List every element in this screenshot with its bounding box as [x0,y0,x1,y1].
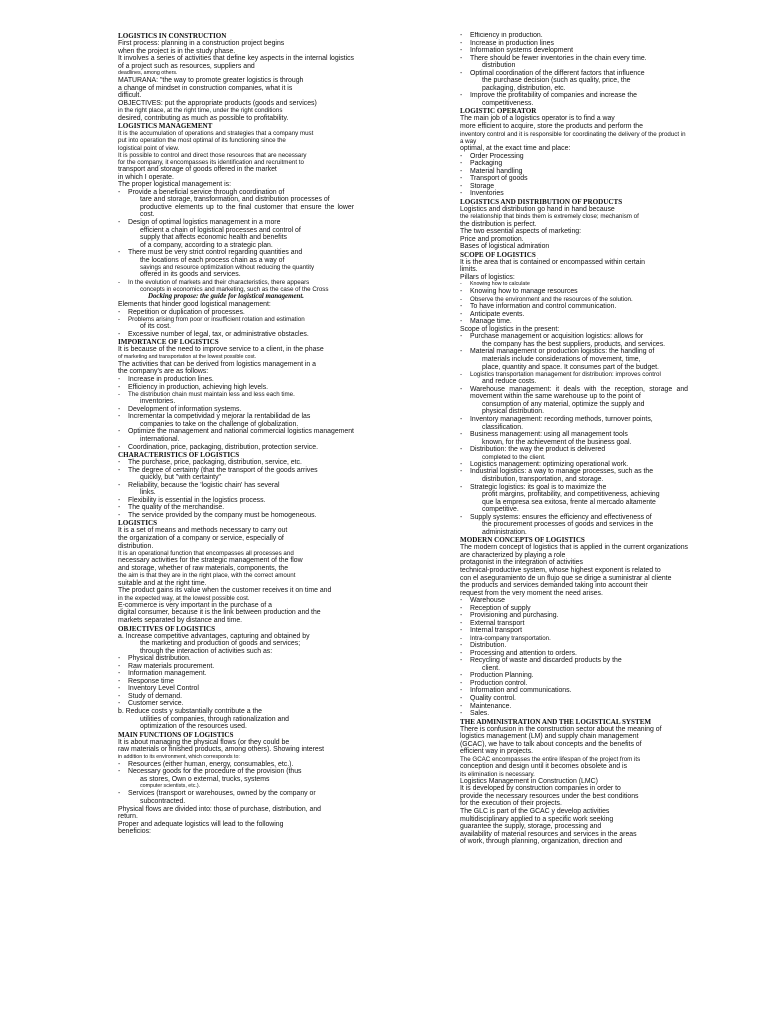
text-line: technical-productive system, whose highest exponent is related to [460,567,661,575]
text-line: Elements that hinder good logistical management: [118,300,271,308]
text-line: known, for the achievement of the business goal. [482,438,632,446]
italic-note: Docking propose: the guide for logistical management. [148,293,304,301]
list-item: - Information systems development [460,47,688,55]
text-line: the relationship that binds them is extremely close; mechanism of [460,213,639,221]
text-line: There is confusion in the construction sector about the meaning of [460,725,662,733]
list-item: - Warehouse [460,597,688,605]
list-item: - Recycling of waste and discarded products by the [460,657,688,665]
section-heading: OBJECTIVES OF LOGISTICS [118,624,216,633]
text-line: First process: planning in a construction project begins [118,40,285,47]
list-item: - Sales. [460,710,688,718]
text-line: as stores, Own o external, trucks, systems [140,775,270,783]
text-line: in which I operate. [118,173,174,181]
text-line: links. [140,489,156,497]
section-heading: MODERN CONCEPTS OF LOGISTICS [460,536,585,545]
text-line: supply that affects economic health and benefits [140,234,287,242]
text-line: the company's are as follows: [118,368,209,376]
text-line: The GCAC encompasses the entire lifespan of the project from its [460,755,641,763]
text-line: when the project is in the study phase. [118,47,236,55]
list-item: - Order Processing [460,153,688,161]
list-item: - Business management: using all management tools [460,431,688,439]
list-item: - Resources (either human, energy, consumables, etc.). [118,761,354,769]
text-line: savings and resource optimization without reducing the quantity [140,264,315,272]
text-line: place, quantity and space. It consumes part of the budget. [482,363,659,371]
list-item: - In the evolution of markets and their characteristics, there appears [118,279,354,286]
text-line: of a company, according to a strategic plan. [140,241,273,249]
list-item: - Coordination, price, packaging, distribution, protection service. [118,444,354,452]
list-item: - Strategic logistics: its goal is to maximize the [460,484,688,492]
list-item: - Anticipate events. [460,311,688,319]
list-item: - Inventories [460,190,688,198]
list-item: - Distribution. [460,642,688,650]
text-line: more efficient to acquire, store the products and perform the [460,123,643,131]
text-line: competitiveness. [482,99,534,107]
text-line: concepts in economics and marketing, such as the case of the Cross [140,286,329,294]
text-line: deadlines, among others. [118,70,178,77]
text-line: Price and promotion. [460,235,524,243]
text-line: Scope of logistics in the present: [460,325,560,333]
section-heading: LOGISTICS AND DISTRIBUTION OF PRODUCTS [460,197,623,206]
text-line: E-commerce is very important in the purchase of a [118,601,272,609]
text-line: of work, through planning, organization, direction and [460,838,623,846]
list-item: - Storage [460,183,688,191]
text-line: materials include considerations of movement, time, [482,355,641,363]
text-line: international. [140,436,180,444]
text-line: in the expected way, at the lowest possible cost. [118,594,250,602]
text-line: through the interaction of activities such as: [140,647,273,655]
text-line: tare and storage, transformation, and distribution processes of [140,196,330,204]
text-line: administration. [482,528,527,536]
list-item: - Transport of goods [460,175,688,183]
text-line: computer scientists, etc.). [140,783,201,790]
section-heading: IMPORTANCE OF LOGISTICS [118,338,219,347]
text-line: (GCAC), we have to talk about concepts and the benefits of [460,740,642,748]
list-item: - Raw materials procurement. [118,663,354,671]
list-item: - Production control. [460,680,688,688]
list-item: - Optimal coordination of the different factors that influence [460,70,688,78]
text-line: in the right place, at the right time, under the right conditions [118,107,283,115]
list-item: - Maintenance. [460,703,688,711]
section-heading: THE ADMINISTRATION AND THE LOGISTICAL SYSTEM [460,717,652,726]
text-line: logistical point of view. [118,144,180,152]
text-line: It is possible to control and direct those resources that are necessary [118,151,307,159]
text-line: The product gains its value when the customer receives it on time and [118,587,332,595]
list-item: - Logistics transportation management for distribution: improves control [460,371,688,378]
list-item: - Logistics management: optimizing operational work. [460,461,688,469]
list-item: - Knowing how to manage resources [460,288,688,296]
section-heading: LOGISTICS MANAGEMENT [118,122,213,131]
text-line: protagonist in the integration of activities [460,559,583,567]
list-item: - Material management or production logistics: the handling of [460,348,688,356]
list-item: - There must be very strict control regarding quantities and [118,249,354,257]
text-line: digital consumer, because it is the link between production and the [118,609,321,617]
list-item: - Necessary goods for the procedure of the provision (thus [118,768,354,776]
text-line: distribution [482,62,516,70]
text-line: optimal, at the exact time and place: [460,144,571,152]
list-item: - Development of information systems. [118,406,354,414]
section-heading: MAIN FUNCTIONS OF LOGISTICS [118,730,234,739]
text-line: competitive. [482,506,519,514]
text-line: the products and services demanded taking into account their [460,582,648,590]
list-item: - Services (transport or warehouses, owned by the company or [118,790,354,798]
left-column [118,32,354,950]
text-line: desired, contributing as much as possible to profitability. [118,114,289,122]
text-line: physical distribution. [482,408,545,416]
text-line: and storage, whether of raw materials, components, the [118,564,289,572]
list-item: - The distribution chain must maintain less and less each time. [118,391,354,398]
text-line: It is a set of means and methods necessary to carry out [118,527,288,535]
text-line: efficient way in projects. [460,748,534,756]
text-line: It involves a series of activities that define key aspects in the internal logistics of a project such as resources, suppliers and [118,55,354,70]
text-line: The GLC is part of the GCAC y develop activities [460,807,610,815]
text-line: markets separated by distance and time. [118,617,243,625]
text-line: the organization of a company or service, especially of [118,535,284,543]
list-item: - Warehouse management: it deals with the reception, storage and movement within the same warehouse up to the point of [460,386,688,401]
text-line: It is the area that is contained or encompassed within certain [460,258,646,266]
text-line: put into operation the most optimal of its functioning since the [118,137,286,145]
text-line: necessary activities for the strategic management of the flow [118,557,303,565]
list-item: - The degree of certainty (that the transport of the goods arrives [118,467,354,475]
section-heading: LOGISTICS [118,519,158,528]
list-item: - Problems arising from poor or insufficient rotation and estimation [118,316,354,323]
text-line: The activities that can be derived from logistics management in a [118,360,317,368]
list-item: - Provide a beneficial service through coordination of [118,189,354,197]
text-line: of its cost. [140,323,172,331]
text-line: The main job of a logistics operator is to find a way [460,115,615,123]
text-line: limits. [460,266,478,274]
text-line: consumption of any material, optimize the supply and [482,400,645,408]
list-item: - Information and communications. [460,687,688,695]
text-line: logistics management (LM) and supply chain management [460,733,639,741]
list-item: - Incrementar la competividad y mejorar la rentabilidad de las [118,413,354,421]
text-line: Pillars of logistics: [460,273,515,281]
list-item: - Purchase management or acquisition logistics: allows for [460,333,688,341]
list-item: - There should be fewer inventories in the chain every time. [460,55,688,63]
text-line: a. Increase competitive advantages, capturing and obtained by [118,632,310,640]
text-line: the marketing and production of goods and services; [140,640,301,648]
list-item: - The purchase, price, packaging, distribution, service, etc. [118,459,354,467]
text-line: Logistics Management in Construction (LMC) [460,777,598,785]
text-line: the purchase decision (such as quality, price, the [482,77,631,85]
list-item: - Efficiency in production. [460,32,688,40]
text-line: It is about managing the physical flows (or they could be [118,738,290,746]
list-item: - Industrial logistics: a way to manage processes, such as the [460,468,688,476]
text-line: profit margins, profitability, and competitiveness, achieving [482,491,660,499]
text-line: Proper and adequate logistics will lead to the following [118,820,284,828]
text-line: MATURANA: "the way to promote greater logistics is through [118,77,304,85]
text-line: It is because of the need to improve service to a client, in the phase [118,346,324,354]
text-line: Logistics and distribution go hand in hand because [460,205,615,213]
text-line: of marketing and transportation at the lowest possible cost. [118,353,257,360]
text-line: provide the necessary resources under the best conditions [460,792,639,800]
text-line: the company has the best suppliers, products, and services. [482,340,666,348]
text-line: beneficios: [118,828,151,836]
list-item: - Excessive number of legal, tax, or administrative obstacles. [118,331,354,339]
list-item: - Quality control. [460,695,688,703]
list-item: - Knowing how to calculate [460,281,688,288]
text-line: raw materials or finished products, among others). Showing interest [118,746,325,754]
list-item: - Response time [118,678,354,686]
list-item: - Increase in production lines. [118,376,354,384]
text-line: difficult. [118,92,142,100]
text-line: the aim is that they are in the right place, with the correct amount [118,572,296,580]
list-item: - To have information and control communication. [460,303,688,311]
text-line: productive elements up to the final customer that ensure the lower cost. [140,203,354,219]
text-line: completed to the client. [482,453,546,461]
list-item: - Flexibility is essential in the logistics process. [118,497,354,505]
text-line: its elimination is necessary. [460,770,535,778]
list-item: - Inventory Level Control [118,685,354,693]
section-heading: CHARACTERISTICS OF LOGISTICS [118,451,240,460]
text-line: guarantee the supply, storage, processing and [460,823,602,831]
text-line: Physical flows are divided into: those of purchase, distribution, and [118,805,322,813]
list-item: - Observe the environment and the resources of the solution. [460,296,688,303]
list-item: - Information management. [118,670,354,678]
list-item: - Design of optimal logistics management in a more [118,219,354,227]
text-line: It is the accumulation of operations and strategies that a company must [118,130,314,138]
list-item: - Supply systems: ensures the efficiency and effectiveness of [460,514,688,522]
text-line: efficient a chain of logistical processes and control of [140,226,301,234]
text-line: return. [118,813,138,821]
list-item: - Packaging [460,160,688,168]
text-line: inventory control and it is responsible for coordinating the delivery of the product in a way [460,130,686,145]
list-item: - External transport [460,620,688,628]
list-item: - Reliability, because the 'logistic chain' has several [118,482,354,490]
list-item: - Material handling [460,168,688,176]
section-heading: LOGISTICS IN CONSTRUCTION [118,32,227,40]
text-line: multidisciplinary applied to a specific work seeking [460,815,614,823]
text-line: Bases of logistical admiration [460,243,550,251]
text-line: the distribution is perfect. [460,220,537,228]
text-line: request from the very moment the need arises. [460,589,603,597]
text-line: b. Reduce costs y substantially contribute a the [118,708,263,716]
section-heading: LOGISTIC OPERATOR [460,107,537,116]
list-item: - Efficiency in production, achieving high levels. [118,384,354,392]
list-item: - Inventory management: recording methods, turnover points, [460,416,688,424]
text-line: It is developed by construction companies in order to [460,785,621,793]
list-item: - Reception of supply [460,605,688,613]
text-line: distribution. [118,542,154,550]
list-item: - Provisioning and purchasing. [460,612,688,620]
text-line: classification. [482,423,523,431]
list-item: - The quality of the merchandise. [118,504,354,512]
text-line: optimization of the resources used. [140,723,247,731]
text-line: inventories. [140,398,176,406]
text-line: transport and storage of goods offered in the market [118,166,277,174]
text-line: a change of mindset in construction companies, what it is [118,84,293,92]
text-line: The proper logistical management is: [118,181,231,189]
text-line: client. [482,664,501,672]
text-line: The two essential aspects of marketing: [460,228,582,236]
text-line: packaging, distribution, etc. [482,84,566,92]
right-column [460,32,688,942]
text-line: for the execution of their projects. [460,800,562,808]
text-line: availability of material resources and services in the areas [460,830,637,838]
text-line: suitable and at the right time. [118,579,207,587]
text-line: It is an operational function that encompasses all processes and [118,550,294,558]
text-line: quickly, but "with certainty" [140,474,221,482]
text-line: The modern concept of logistics that is applied in the current organizations are characterized by playing a role [460,544,688,559]
list-item: - The service provided by the company must be homogeneous. [118,512,354,520]
list-item: - Increase in production lines [460,40,688,48]
text-line: companies to take on the challenge of globalization. [140,420,299,428]
list-item: - Optimize the management and national commercial logistics management [118,428,354,436]
text-line: distribution, transportation, and storage. [482,476,604,484]
list-item: - Repetition or duplication of processes. [118,309,354,317]
list-item: - Manage time. [460,318,688,326]
text-line: OBJECTIVES: put the appropriate products (goods and services) [118,99,317,107]
list-item: - Processing and attention to orders. [460,650,688,658]
section-heading: SCOPE OF LOGISTICS [460,250,536,259]
text-line: offered in its goods and services. [140,271,241,279]
text-line: and reduce costs. [482,378,537,386]
list-item: - Customer service. [118,700,354,708]
text-line: subcontracted. [140,797,186,805]
text-line: que la empresa sea exitosa, frente al mercado altamente [482,498,656,506]
text-line: utilities of companies, through rationalization and [140,715,290,723]
list-item: - Internal transport [460,627,688,635]
list-item: - Distribution: the way the product is delivered [460,446,688,454]
list-item: - Intra-company transportation. [460,635,688,642]
text-line: the locations of each process chain as a way of [140,256,285,264]
text-line: for the company, it encompasses its identification and recruitment to [118,158,304,166]
text-line: in addition to its environment, which corresponds to: [118,753,240,760]
text-line: con el aseguramiento de un flujo que se dirige a suministrar al cliente [460,574,672,582]
list-item: - Improve the profitability of companies and increase the [460,92,688,100]
list-item: - Production Planning. [460,672,688,680]
text-line: conception and design until it becomes obsolete and is [460,763,628,771]
list-item: - Physical distribution. [118,655,354,663]
text-line: the procurement processes of goods and services in the [482,521,654,529]
list-item: - Study of demand. [118,693,354,701]
